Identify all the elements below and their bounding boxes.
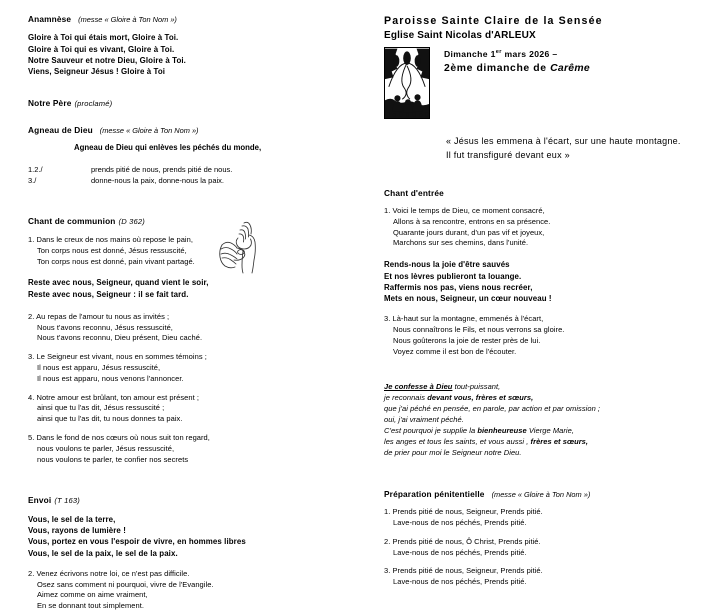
anamnese-line: Gloire à Toi qui es vivant, Gloire à Toi. <box>28 44 175 54</box>
anamnese-line: Viens, Seigneur Jésus ! Gloire à Toi <box>28 67 166 77</box>
verse-line: nous voulons te parler, te confier nos secrets <box>37 454 189 464</box>
verse-line: Allons à sa rencontre, entrons en sa présence. <box>393 216 551 226</box>
hands-receiving-communion-icon <box>218 219 266 275</box>
refrain-line: Raffermis nos pas, viens nous recréer, <box>384 282 533 292</box>
verse-line: 4. Notre amour est brûlant, ton amour est présent ; <box>28 392 199 402</box>
verse-line: 1. Dans le creux de nos mains où repose le pain, <box>28 234 193 244</box>
verse-line: Lave-nous de nos péchés, Prends pitié. <box>393 547 527 557</box>
notre-pere-heading-label: Notre Père <box>28 98 72 109</box>
anamnese-line: Notre Sauveur et notre Dieu, Gloire à Toi. <box>28 55 186 65</box>
section-notre-pere <box>28 98 344 108</box>
refrain-line: Vous, le sel de la paix, le sel de la paix. <box>28 548 178 558</box>
leaflet-header <box>384 14 710 163</box>
section-preparation-penitentielle <box>384 489 710 588</box>
envoi-refrain <box>28 514 344 559</box>
verse-line: Lave-nous de nos péchés, Prends pitié. <box>393 577 527 587</box>
confiteor-line-2 <box>384 393 710 404</box>
section-confiteor <box>384 382 710 459</box>
anamnese-reference: (messe « Gloire à Ton Nom ») <box>78 15 177 24</box>
verse-line: 2. Au repas de l'amour tu nous as invités ; <box>28 311 170 321</box>
communion-verse-3 <box>28 352 344 384</box>
anamnese-heading <box>28 14 344 24</box>
entree-verse-3 <box>384 314 710 357</box>
mass-date <box>444 49 590 59</box>
confiteor-line-5-emphasis: bienheureuse <box>477 426 527 436</box>
communion-heading <box>28 216 344 226</box>
penitentielle-heading-label: Préparation pénitentielle <box>384 488 485 499</box>
notre-pere-heading <box>28 98 344 108</box>
refrain-line: Rends-nous la joie d'être sauvés <box>384 260 510 270</box>
date-and-illustration <box>384 47 710 119</box>
confiteor-line-2-pre: je reconnais <box>384 393 428 403</box>
liturgical-sunday <box>444 63 590 74</box>
refrain-line: Mets en nous, Seigneur, un cœur nouveau ! <box>384 293 552 303</box>
penitentielle-invocation-2 <box>384 537 710 559</box>
entree-refrain <box>384 259 710 304</box>
parish-name: Paroisse Sainte Claire de la Sensée <box>384 15 603 27</box>
penitentielle-reference: (messe « Gloire à Ton Nom ») <box>491 489 591 499</box>
verse-line: 1. Voici le temps de Dieu, ce moment consacré, <box>384 206 545 216</box>
section-anamnese <box>28 14 344 77</box>
communion-verse-1 <box>28 235 344 267</box>
verse-line: 5. Dans le fond de nos cœurs où nous suit ton regard, <box>28 432 210 442</box>
entree-heading <box>384 188 710 198</box>
section-chant-d-entree <box>384 188 710 358</box>
verse-line: Marchons sur ses chemins, dans l'unité. <box>393 238 529 248</box>
verse-line: En se donnant tout simplement. <box>37 601 144 611</box>
confiteor-line-1-rest: tout-puissant, <box>452 382 501 392</box>
date-ordinal-suffix: er <box>495 49 502 55</box>
refrain-line: Reste avec nous, Seigneur, quand vient le soir, <box>28 278 209 288</box>
verse-line: 2. Venez écrivons notre loi, ce n'est pas difficile. <box>28 568 190 578</box>
transfiguration-icon <box>384 47 430 119</box>
anamnese-heading-label: Anamnèse <box>28 14 72 24</box>
anamnese-lines <box>28 32 344 77</box>
verse-line: 3. Le Seigneur est vivant, nous en sommes témoins ; <box>28 352 207 362</box>
communion-verse-2 <box>28 312 344 344</box>
envoi-verse-2 <box>28 569 344 612</box>
section-chant-de-communion <box>28 216 344 465</box>
verse-line: Nous t'avons reconnu, Jésus ressuscité, <box>37 322 173 332</box>
refrain-line: Reste avec nous, Seigneur : il se fait tard. <box>28 289 189 299</box>
verse-line: 2. Prends pitié de nous, Ô Christ, Prends pitié. <box>384 536 541 546</box>
confiteor-line-5-post: Vierge Marie, <box>526 426 574 436</box>
notre-pere-reference: (proclamé) <box>74 99 113 109</box>
agneau-response-number: 3./ <box>28 176 37 186</box>
date-block <box>430 47 590 74</box>
confiteor-line-3: que j'ai péché en pensée, en parole, par action et par omission ; <box>384 404 601 414</box>
gospel-quote-line: « Jésus les emmena à l'écart, sur une haute montagne. <box>446 135 681 146</box>
agneau-response-text: donne-nous la paix, donne-nous la paix. <box>91 176 225 186</box>
agneau-reference: (messe « Gloire à Ton Nom ») <box>99 125 199 135</box>
verse-line: 3. Prends pitié de nous, Seigneur, Prends pitié. <box>384 566 543 576</box>
verse-line: 1. Prends pitié de nous, Seigneur, Prends pitié. <box>384 507 543 517</box>
agneau-invocation: Agneau de Dieu qui enlèves les péchés du monde, <box>74 143 262 153</box>
agneau-response-text: prends pitié de nous, prends pitié de nous. <box>91 164 233 174</box>
verse-line: Quarante jours durant, d'un pas vif et joyeux, <box>393 227 545 237</box>
envoi-heading-label: Envoi <box>28 495 52 506</box>
confiteor-line-6-pre: les anges et tous les saints, et vous aussi , <box>384 437 531 447</box>
confiteor-line-5 <box>384 426 710 437</box>
gospel-quote <box>384 135 710 163</box>
verse-line: Lave-nous de nos péchés, Prends pitié. <box>393 518 527 528</box>
communion-reference: (D 362) <box>118 217 145 227</box>
envoi-reference: (T 163) <box>54 496 80 506</box>
agneau-heading <box>28 125 344 135</box>
confiteor-line-6-emphasis: frères et sœurs, <box>530 437 589 447</box>
verse-line: Ton corps nous est donné, Jésus ressuscité, <box>37 245 187 255</box>
section-agneau-de-dieu <box>28 125 344 187</box>
communion-refrain <box>28 277 344 299</box>
penitentielle-heading <box>384 489 710 499</box>
verse-line: Voyez comme il est bon de l'écouter. <box>393 346 517 356</box>
anamnese-line: Gloire à Toi qui étais mort, Gloire à Toi. <box>28 33 179 43</box>
communion-verse-5 <box>28 433 344 465</box>
confiteor-title: Je confesse à Dieu <box>384 382 453 392</box>
verse-line: ainsi que tu l'as dit, Jésus ressuscité ; <box>37 403 165 413</box>
verse-line: nous voulons te parler, Jésus ressuscité, <box>37 443 175 453</box>
date-prefix: Dimanche 1 <box>444 48 496 59</box>
verse-line: Nous connaîtrons le Fils, et nous verrons sa gloire. <box>393 324 565 334</box>
verse-line: ainsi que tu l'as dit, tu nous donnes ta paix. <box>37 414 183 424</box>
confiteor-line-6 <box>384 437 710 448</box>
confiteor-line-7: de prier pour moi le Seigneur notre Dieu. <box>384 447 522 457</box>
entree-heading-label: Chant d'entrée <box>384 187 444 198</box>
sunday-prefix: 2ème dimanche de <box>444 62 551 74</box>
refrain-line: Vous, le sel de la terre, <box>28 514 116 524</box>
date-suffix: mars 2026 – <box>501 48 558 59</box>
church-name: Eglise Saint Nicolas d'ARLEUX <box>384 30 536 42</box>
section-envoi <box>28 495 344 612</box>
agneau-response-row <box>28 175 344 186</box>
refrain-line: Vous, rayons de lumière ! <box>28 526 126 536</box>
entree-verse-1 <box>384 206 710 249</box>
gospel-quote-line: Il fut transfiguré devant eux » <box>446 149 570 160</box>
envoi-heading <box>28 495 344 505</box>
verse-line: Nous t'avons reconnu, Dieu présent, Dieu caché. <box>37 333 203 343</box>
verse-line: Ton corps nous est donné, pain vivant partagé. <box>37 256 195 266</box>
refrain-line: Et nos lèvres publieront ta louange. <box>384 271 522 281</box>
verse-line: Il nous est apparu, nous venons l'annoncer. <box>37 373 184 383</box>
confiteor-line-2-emphasis: devant vous, frères et sœurs, <box>427 393 534 403</box>
communion-verse-4 <box>28 393 344 425</box>
confiteor-line-1 <box>384 382 710 393</box>
verse-line: Aimez comme on aime vraiment, <box>37 590 148 600</box>
verse-line: 3. Là-haut sur la montagne, emmenés à l'écart, <box>384 314 544 324</box>
penitentielle-invocation-3 <box>384 566 710 588</box>
agneau-response-number: 1.2./ <box>28 164 43 174</box>
right-column <box>372 0 720 588</box>
agneau-heading-label: Agneau de Dieu <box>28 124 93 135</box>
verse-line: Il nous est apparu, Jésus ressuscité, <box>37 362 161 372</box>
communion-heading-label: Chant de communion <box>28 216 116 227</box>
penitentielle-invocation-1 <box>384 507 710 529</box>
sunday-season: Carême <box>550 62 591 74</box>
confiteor-line-5-pre: C'est pourquoi je supplie la <box>384 426 478 436</box>
confiteor-line-4: oui, j'ai vraiment péché. <box>384 415 464 425</box>
verse-line: Nous goûterons la joie de rester près de lui. <box>393 335 541 345</box>
agneau-response-row <box>28 164 344 175</box>
verse-line: Osez sans comment ni pourquoi, vivre de l'Evangile. <box>37 579 214 589</box>
refrain-line: Vous, portez en vous l'espoir de vivre, en hommes libres <box>28 537 246 547</box>
